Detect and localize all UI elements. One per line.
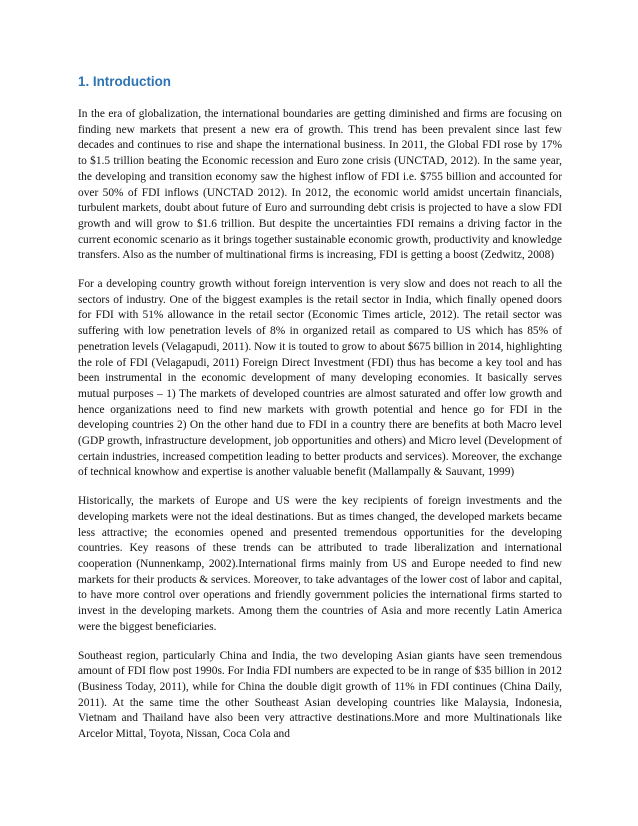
section-heading: 1. Introduction	[78, 74, 171, 89]
paragraph-developing-country: For a developing country growth without foreign intervention is very slow and does not reach to all the sectors of industry. One of the biggest examples is the retail sector in India, which finally opened doors for FDI with 51% allowance in the retail sector (Economic Times article, 2012). The retail sector was suffering with low penetration levels of 8% in organized retail as compared to US which has 85% of penetration levels (Velagapudi, 2011). Now it is touted to grow to about $675 billion in 2014, highlighting the role of FDI (Velagapudi, 2011) Foreign Direct Investment (FDI) thus has become a key tool and has been instrumental in the economic development of many developing economies. It basically serves mutual purposes – 1) The markets of developed countries are almost saturated and offer low growth and hence organizations need to find new markets with growth potential and hence go for FDI in the developing countries 2) On the other hand due to FDI in a country there are benefits at both Macro level (GDP growth, infrastructure development, job opportunities and others) and Micro level (Development of certain industries, increased competition leading to better products and services). Moreover, the exchange of technical knowhow and expertise is another valuable benefit (Mallampally & Sauvant, 1999)	[78, 278, 562, 479]
paragraph-historically: Historically, the markets of Europe and US were the key recipients of foreign investments and the developing markets were not the ideal destinations. But as times changed, the developed markets became less attractive; the economies opened and presented tremendous opportunities for the developing countries. Key reasons of these trends can be attributed to trade liberalization and international cooperation (Nunnenkamp, 2002).International firms mainly from US and Europe needed to find new markets for their products & services. Moreover, to take advantages of the lower cost of labor and capital, to have more control over operations and friendly government policies the international firms started to invest in the developing markets. Among them the countries of Asia and more recently Latin America were the biggest beneficiaries.	[78, 495, 562, 633]
paragraph-globalization: In the era of globalization, the international boundaries are getting diminished and firms are focusing on finding new markets that present a new era of growth. This trend has been prevalent since last few decades and continues to rise and shape the international business. In 2011, the Global FDI rose by 17% to $1.5 trillion beating the Economic recession and Euro zone crisis (UNCTAD, 2012). In the same year, the developing and transition economy saw the highest inflow of FDI i.e. $755 billion and accounted for over 50% of FDI inflows (UNCTAD 2012). In 2012, the economic world amidst uncertain financials, turbulent markets, doubt about future of Euro and surrounding debt crisis is projected to have a slow FDI growth and will grow to $1.6 trillion. But despite the uncertainties FDI remains a driving factor in the current economic scenario as it brings together sustainable economic growth, productivity and knowledge transfers. Also as the number of multinational firms is increasing, FDI is getting a boost (Zedwitz, 2008)	[78, 108, 562, 262]
document-page	[78, 74, 562, 756]
paragraph-southeast-region: Southeast region, particularly China and India, the two developing Asian giants have seen tremendous amount of FDI flow post 1990s. For India FDI numbers are expected to be in range of $35 billion in 2012 (Business Today, 2011), while for China the double digit growth of 11% in FDI continues (China Daily, 2011). At the same time the other Southeast Asian developing countries like Malaysia, Indonesia, Vietnam and Thailand have also been very attractive destinations.More and more Multinationals like Arcelor Mittal, Toyota, Nissan, Coca Cola and	[78, 649, 562, 741]
